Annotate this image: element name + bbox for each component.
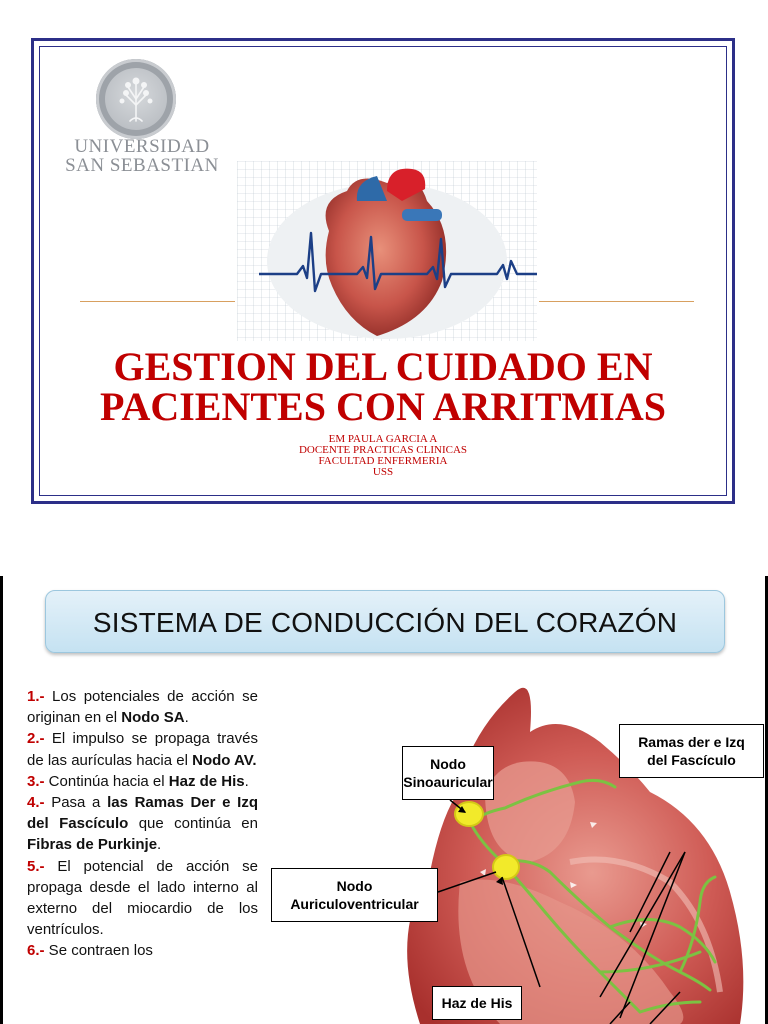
step-text: Los potenciales de acción se originan en el xyxy=(27,688,258,727)
presentation-title xyxy=(34,344,732,429)
step-text: Continúa hacia el xyxy=(44,772,169,790)
step-text: El impulso se propaga través de las aurículas hacia el xyxy=(27,730,258,769)
label-sa-line-1: Nodo xyxy=(430,756,466,772)
slide-banner xyxy=(45,590,725,653)
label-nodo-sa xyxy=(402,746,494,800)
author-block xyxy=(34,434,732,478)
label-nodo-av xyxy=(271,868,438,922)
title-slide xyxy=(31,38,735,504)
label-ramas-line-2: del Fascículo xyxy=(647,752,736,768)
author-role: DOCENTE PRACTICAS CLINICAS xyxy=(298,444,468,456)
step-bold-text: Nodo SA xyxy=(121,709,185,727)
author-name: EM PAULA GARCIA A xyxy=(328,433,438,445)
step-number: 5.- xyxy=(27,857,45,875)
tree-icon xyxy=(114,75,158,123)
author-faculty: FACULTAD ENFERMERIA xyxy=(318,455,448,467)
step-text: . xyxy=(184,709,189,727)
step-bold-text: Nodo AV. xyxy=(192,751,257,769)
steps-list xyxy=(27,686,258,962)
step-item xyxy=(27,940,258,961)
university-line-1: UNIVERSIDAD xyxy=(74,136,210,157)
label-ramas-line-1: Ramas der e Izq xyxy=(638,734,745,750)
step-item xyxy=(27,792,258,856)
title-line-2: PACIENTES CON ARRITMIAS xyxy=(99,384,666,429)
label-sa-line-2: Sinoauricular xyxy=(403,774,493,790)
step-item xyxy=(27,856,258,941)
label-ramas xyxy=(619,724,764,778)
step-bold-text: Fibras de Purkinje xyxy=(27,836,158,854)
step-text: Pasa a xyxy=(44,794,108,812)
step-number: 3.- xyxy=(27,772,45,790)
university-seal-logo xyxy=(96,59,176,139)
step-item xyxy=(27,686,258,728)
conduction-slide xyxy=(0,576,768,1024)
slide-edge-left xyxy=(0,576,3,1024)
label-av-line-2: Auriculoventricular xyxy=(290,896,419,912)
title-line-1: GESTION DEL CUIDADO EN xyxy=(113,344,653,389)
divider-right xyxy=(539,301,694,302)
label-av-line-1: Nodo xyxy=(336,878,373,894)
step-text: El potencial de acción se propaga desde el lado interno al externo del miocardio de los ventrículos. xyxy=(27,857,258,939)
university-name xyxy=(44,137,240,175)
step-number: 2.- xyxy=(27,730,45,748)
university-line-2: SAN SEBASTIAN xyxy=(65,155,219,176)
heart-ecg-illustration xyxy=(237,161,537,341)
step-item xyxy=(27,728,258,770)
banner-title: SISTEMA DE CONDUCCIÓN DEL CORAZÓN xyxy=(92,607,678,638)
step-text: . xyxy=(244,772,249,790)
step-text: . xyxy=(157,836,162,854)
step-item xyxy=(27,771,258,792)
label-haz-de-his: Haz de His xyxy=(432,986,522,1020)
step-bold-text: las Ramas Der e Izq del Fascículo xyxy=(27,794,258,833)
step-bold-text: Haz de His xyxy=(168,772,245,790)
step-number: 4.- xyxy=(27,794,45,812)
step-number: 6.- xyxy=(27,942,45,960)
step-number: 1.- xyxy=(27,688,45,705)
author-institution: USS xyxy=(372,466,394,478)
divider-left xyxy=(80,301,235,302)
step-text: Se contraen los xyxy=(44,942,153,960)
step-text: que continúa en xyxy=(128,815,258,833)
